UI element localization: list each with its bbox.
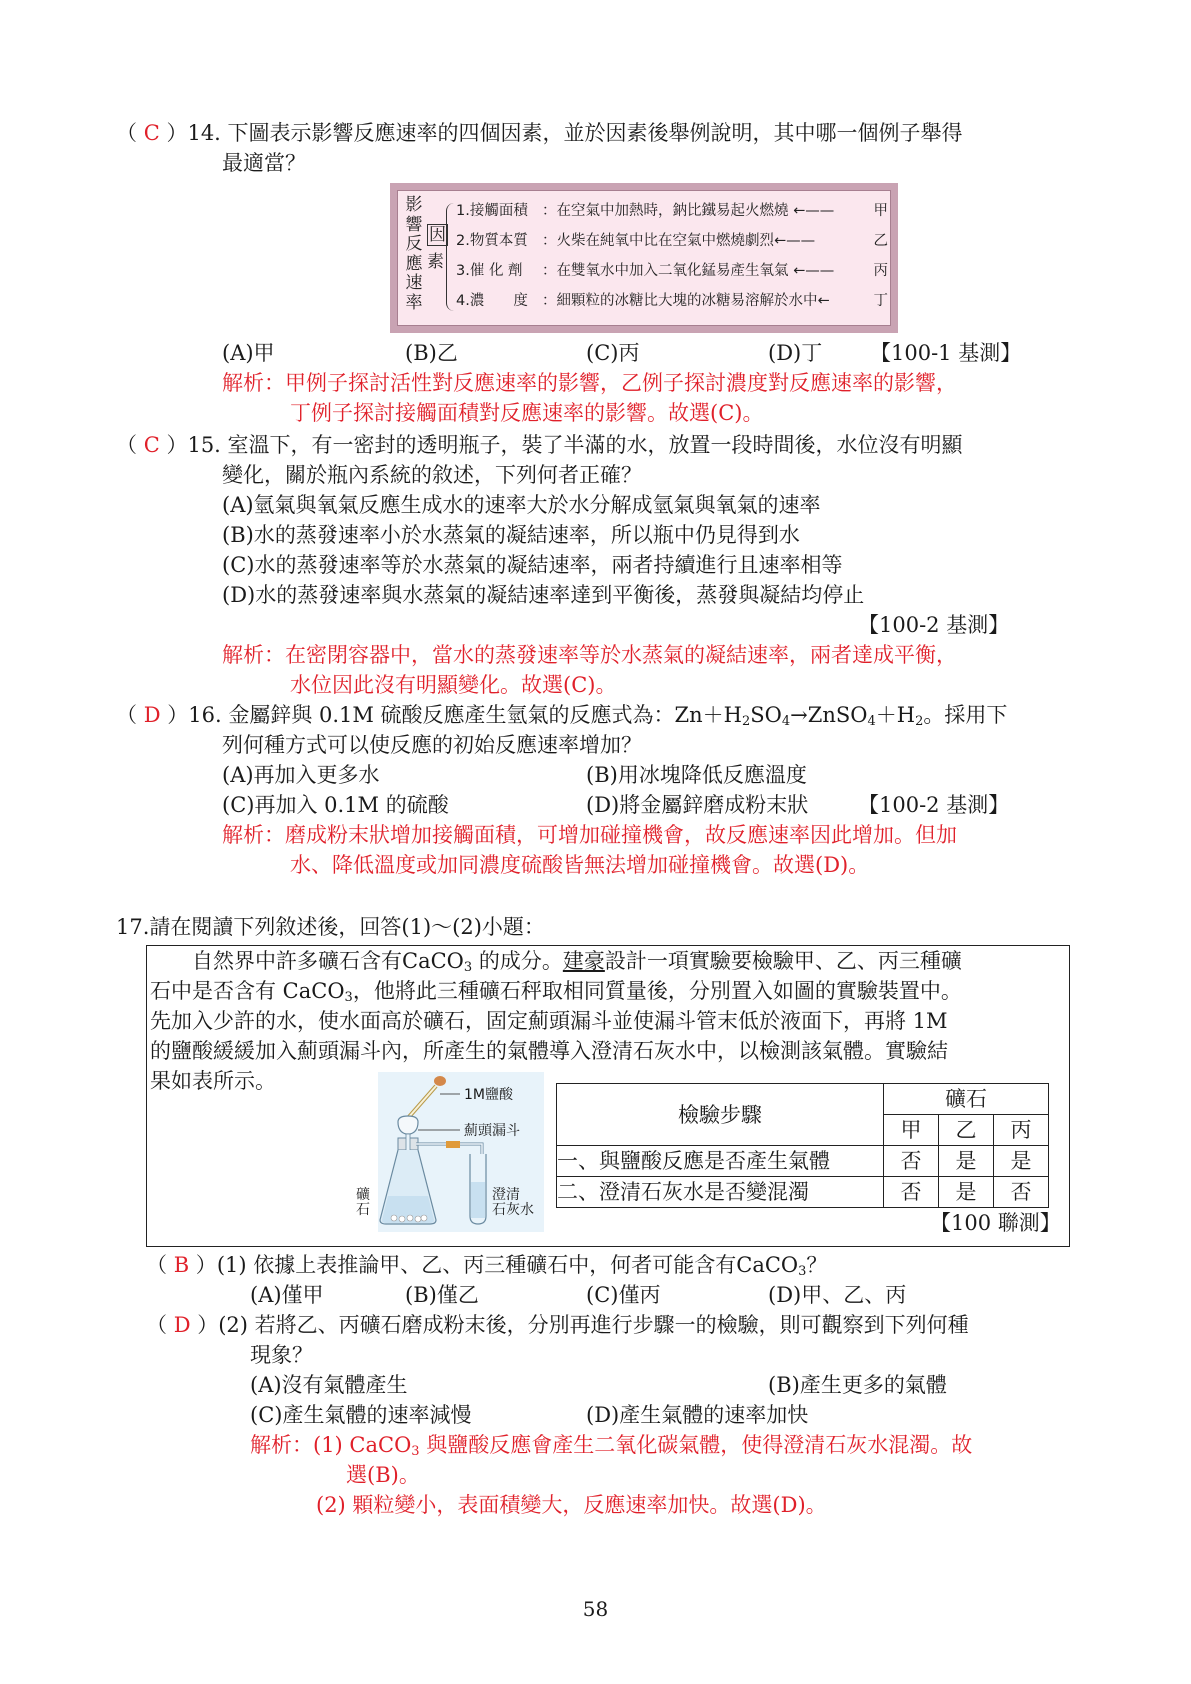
q16-stem-text: 。採用下: [923, 703, 1008, 727]
q15-number: 15.: [187, 433, 221, 457]
cell-value: 是: [939, 1146, 994, 1177]
q14-answer: C: [143, 121, 160, 145]
header-ore: 礦石: [884, 1084, 1049, 1115]
subscript: 2: [915, 714, 924, 729]
q17-2-option-a: (A)沒有氣體產生: [250, 1373, 408, 1397]
q17-1-option-c: (C)僅丙: [586, 1283, 661, 1307]
vertical-char: 影: [405, 195, 423, 215]
q15-analysis-line2: 水位因此沒有明顯變化。故選(C)。: [290, 673, 617, 697]
brace-icon: [446, 203, 455, 311]
passage-text: 設計一項實驗要檢驗甲、乙、丙三種礦: [604, 949, 962, 973]
factor-row-4: [456, 291, 892, 311]
header-step: 檢驗步驟: [557, 1084, 884, 1146]
factor-text: ：在空氣中加熱時，鈉比鐵易起火燃燒: [542, 203, 789, 219]
subscript: 4: [781, 714, 791, 729]
q15-analysis-line1: [222, 640, 957, 670]
vertical-char: 應: [405, 253, 423, 274]
factor-tag: 丁: [873, 293, 888, 309]
q15-stem-text: 室溫下，有一密封的透明瓶子，裝了半滿的水，放置一段時間後，水位沒有明顯: [227, 433, 963, 457]
q14-option-c: (C)丙: [586, 341, 640, 365]
factor-tag: 甲: [873, 203, 888, 219]
analysis-text: 與鹽酸反應會產生二氧化碳氣體，使得澄清石灰水混濁。故: [419, 1433, 973, 1457]
factor-row-3: [456, 261, 892, 281]
q15-source: 【100-2 基測】: [858, 613, 1010, 637]
q16-source: 【100-2 基測】: [858, 793, 1010, 817]
row-step: 二、澄清石灰水是否變混濁: [557, 1177, 884, 1208]
q14-option-d: (D)丁: [768, 341, 823, 365]
person-name: 建豪: [562, 949, 605, 973]
q17-2-stem-line1: [146, 1310, 969, 1340]
q17-2-stem-line2: 現象？: [250, 1343, 313, 1367]
q17-analysis-line2: 選(B)。: [346, 1463, 420, 1487]
factor-label: 4.濃 度: [456, 293, 528, 309]
answer-paren-open: （: [146, 1313, 174, 1337]
analysis-label: 解析：: [250, 1433, 313, 1457]
q15-stem-line2: 變化，關於瓶內系統的敘述，下列何者正確？: [222, 463, 642, 487]
factor-label: 2.物質本質: [456, 233, 528, 249]
cell-value: 是: [939, 1177, 994, 1208]
q17-2-number: (2): [218, 1313, 248, 1337]
label-limewater: [492, 1188, 534, 1218]
q15-option-c: (C)水的蒸發速率等於水蒸氣的凝結速率，兩者持續進行且速率相等: [222, 553, 843, 577]
q16-stem-text: 金屬鋅與 0.1M 硫酸反應產生氫氣的反應式為：Zn＋H: [228, 703, 742, 727]
vertical-char: 反: [405, 234, 423, 254]
factor-label: 3.催 化 劑: [456, 263, 523, 279]
q17-1-option-a: (A)僅甲: [250, 1283, 324, 1307]
arrow-left-icon: ←——: [774, 233, 816, 249]
q16-stem-line1: [116, 700, 1007, 730]
q16-analysis-line1: [222, 820, 957, 850]
row-step: 一、與鹽酸反應是否產生氣體: [557, 1146, 884, 1177]
subscript: 3: [798, 1264, 807, 1279]
q16-option-a: (A)再加入更多水: [222, 763, 380, 787]
answer-paren-open: （: [116, 433, 144, 457]
q15-option-d: (D)水的蒸發速率與水蒸氣的凝結速率達到平衡後，蒸發與凝結均停止: [222, 583, 865, 607]
label-thistle-funnel: 薊頭漏斗: [464, 1123, 520, 1139]
q17-passage-line1: [192, 946, 962, 976]
analysis-text: 甲例子探討活性對反應速率的影響，乙例子探討濃度對反應速率的影響，: [285, 371, 957, 395]
q16-option-b: (B)用冰塊降低反應溫度: [586, 763, 807, 787]
factor-label: 1.接觸面積: [456, 203, 528, 219]
label-ore-1: 礦: [356, 1187, 370, 1203]
q17-1-stem: [146, 1250, 827, 1280]
analysis-label: 解析：: [222, 643, 285, 667]
q16-number: 16.: [188, 703, 222, 727]
subscript: 3: [463, 960, 473, 975]
analysis-label: 解析：: [222, 371, 285, 395]
factor-tag: 丙: [873, 263, 888, 279]
subscript: 3: [344, 990, 353, 1005]
q17-1-number: (1): [216, 1253, 247, 1277]
column-header: 甲: [884, 1115, 939, 1146]
q14-option-b: (B)乙: [405, 341, 458, 365]
q16-option-d: (D)將金屬鋅磨成粉末狀: [586, 793, 809, 817]
q16-analysis-line2: 水、降低溫度或加同濃度硫酸皆無法增加碰撞機會。故選(D)。: [290, 853, 870, 877]
label-lime-1: 澄清: [492, 1187, 520, 1203]
q17-1-stem-text: ？: [806, 1253, 828, 1277]
arrow-left-icon: ←——: [793, 203, 835, 219]
answer-paren-close: ）: [190, 1313, 219, 1337]
analysis-text: 磨成粉末狀增加接觸面積，可增加碰撞機會，故反應速率因此增加。但加: [285, 823, 957, 847]
analysis-text: 在密閉容器中，當水的蒸發速率等於水蒸氣的凝結速率，兩者達成平衡，: [285, 643, 957, 667]
q17-1-answer: B: [173, 1253, 190, 1277]
q17-2-stem-text: 若將乙、丙礦石磨成粉末後，分別再進行步驟一的檢驗，則可觀察到下列何種: [254, 1313, 969, 1337]
q16-stem-text: →ZnSO: [790, 703, 868, 727]
analysis-label: 解析：: [222, 823, 285, 847]
analysis-text: (1) CaCO: [313, 1433, 412, 1457]
cell-value: 是: [994, 1146, 1049, 1177]
arrow-left-icon: ←: [817, 293, 830, 309]
subscript: 3: [411, 1444, 420, 1459]
passage-text: 自然界中許多礦石含有CaCO: [192, 949, 464, 973]
answer-paren-open: （: [116, 121, 144, 145]
answer-paren-close: ）: [160, 703, 189, 727]
answer-paren-close: ）: [159, 433, 188, 457]
label-lime-2: 石灰水: [492, 1202, 534, 1218]
passage-text: ，他將此三種礦石秤取相同質量後，分別置入如圖的實驗裝置中。: [352, 979, 962, 1003]
q16-stem-line2: 列何種方式可以使反應的初始反應速率增加？: [222, 733, 642, 757]
reaction-rate-factors-figure: [390, 183, 898, 333]
q17-2-option-c: (C)產生氣體的速率減慢: [250, 1403, 472, 1427]
column-header: 丙: [994, 1115, 1049, 1146]
q16-answer: D: [143, 703, 161, 727]
factor-row-2: [456, 231, 892, 251]
q17-2-option-d: (D)產生氣體的速率加快: [586, 1403, 809, 1427]
q17-passage-line3: 先加入少許的水，使水面高於礦石，固定薊頭漏斗並使漏斗管末低於液面下，再將 1M: [150, 1009, 948, 1033]
q16-stem-text: SO: [750, 703, 782, 727]
q14-option-a: (A)甲: [222, 341, 275, 365]
q17-intro: 17.請在閱讀下列敘述後，回答(1)～(2)小題：: [116, 915, 545, 939]
q17-2-answer: D: [173, 1313, 191, 1337]
q17-2-option-b: (B)產生更多的氣體: [768, 1373, 947, 1397]
factor-text: ：在雙氧水中加入二氧化錳易產生氧氣: [542, 263, 789, 279]
factor-tag: 乙: [873, 233, 888, 249]
q16-stem-text: ＋H: [875, 703, 916, 727]
q14-number: 14.: [187, 121, 221, 145]
q14-stem-text: 下圖表示影響反應速率的四個因素，並於因素後舉例說明，其中哪一個例子舉得: [227, 121, 963, 145]
q17-passage-line5: 果如表所示。: [150, 1069, 276, 1093]
figure-vertical-title: [404, 196, 424, 313]
experiment-apparatus-image: [356, 1072, 544, 1232]
figure-su: 素: [427, 252, 444, 272]
q14-analysis-line2: 丁例子探討接觸面積對反應速率的影響。故選(C)。: [290, 401, 764, 425]
factor-text: ：火柴在純氧中比在空氣中燃燒劇烈: [542, 233, 774, 249]
cell-value: 否: [884, 1177, 939, 1208]
q17-analysis-line1: [250, 1430, 972, 1460]
table-row: [557, 1146, 1049, 1177]
q14-stem-line1: [116, 118, 963, 148]
answer-paren-open: （: [116, 703, 144, 727]
table-header-row: [557, 1084, 1049, 1115]
label-ore-2: 石: [356, 1202, 370, 1218]
subscript: 2: [742, 714, 751, 729]
arrow-left-icon: ←——: [793, 263, 835, 279]
q17-1-option-b: (B)僅乙: [405, 1283, 479, 1307]
q17-1-option-d: (D)甲、乙、丙: [768, 1283, 907, 1307]
vertical-char: 響: [405, 214, 423, 235]
label-hydrochloric-acid: 1M鹽酸: [464, 1087, 513, 1103]
cell-value: 否: [884, 1146, 939, 1177]
results-table: [556, 1083, 1049, 1208]
passage-text: 石中是否含有 CaCO: [150, 979, 345, 1003]
q15-option-b: (B)水的蒸發速率小於水蒸氣的凝結速率，所以瓶中仍見得到水: [222, 523, 800, 547]
q17-passage-line4: 的鹽酸緩緩加入薊頭漏斗內，所產生的氣體導入澄清石灰水中，以檢測該氣體。實驗結: [150, 1039, 948, 1063]
q14-analysis-line1: [222, 368, 957, 398]
vertical-char: 速: [405, 273, 423, 293]
table-row: [557, 1177, 1049, 1208]
page-number: 58: [582, 1597, 609, 1621]
column-header: 乙: [939, 1115, 994, 1146]
q16-option-c: (C)再加入 0.1M 的硫酸: [222, 793, 449, 817]
q17-analysis-line3: (2) 顆粒變小，表面積變大，反應速率加快。故選(D)。: [316, 1493, 827, 1517]
answer-paren-open: （: [146, 1253, 174, 1277]
q15-option-a: (A)氫氣與氧氣反應生成水的速率大於水分解成氫氣與氧氣的速率: [222, 493, 821, 517]
q17-source: 【100 聯測】: [930, 1211, 1061, 1235]
q15-stem-line1: [116, 430, 963, 460]
figure-yin: [427, 226, 448, 245]
factor-text: ：細顆粒的冰糖比大塊的冰糖易溶解於水中: [542, 293, 818, 309]
factor-row-1: [456, 201, 892, 221]
vertical-char: 率: [405, 292, 423, 313]
answer-paren-close: ）: [159, 121, 188, 145]
q14-stem-line2: 最適當？: [222, 151, 306, 175]
answer-paren-close: ）: [189, 1253, 217, 1277]
cell-value: 否: [994, 1177, 1049, 1208]
passage-text: 的成分。: [472, 949, 563, 973]
label-ore: [356, 1188, 370, 1218]
q15-answer: C: [143, 433, 160, 457]
q17-1-stem-text: 依據上表推論甲、乙、丙三種礦石中，何者可能含有CaCO: [253, 1253, 799, 1277]
yin-char: 因: [429, 225, 446, 245]
q17-passage-line2: [150, 976, 962, 1006]
q14-source: 【100-1 基測】: [870, 341, 1022, 365]
subscript: 4: [867, 714, 876, 729]
